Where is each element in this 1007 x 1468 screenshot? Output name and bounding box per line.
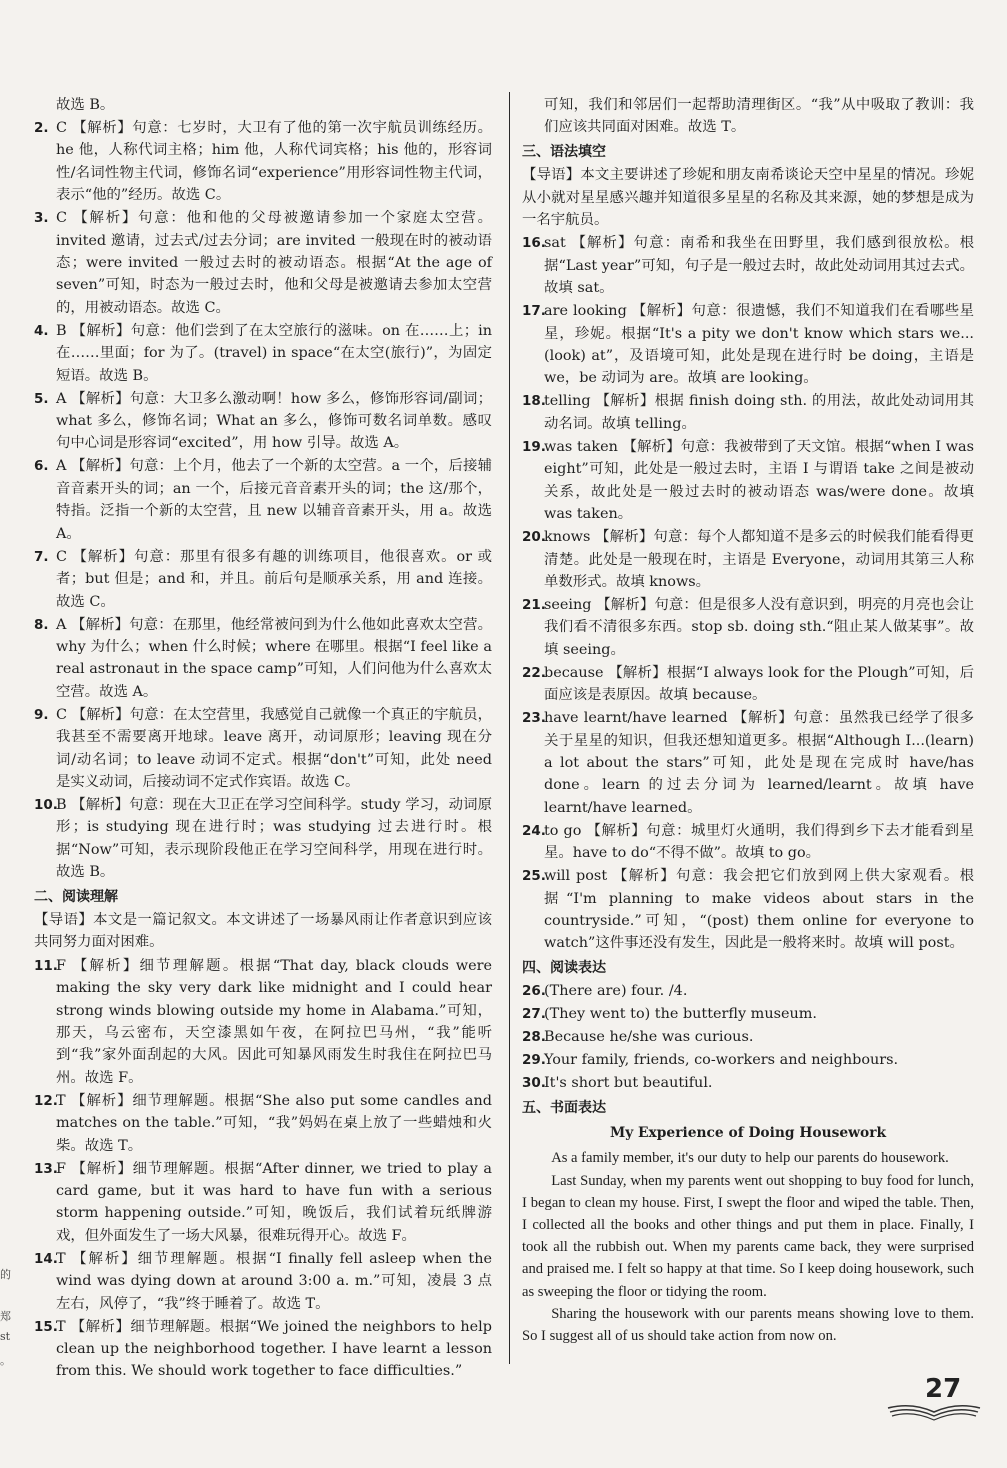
section-heading: 四、阅读表达 <box>522 959 606 976</box>
item-text: was taken 【解析】句意：我被带到了天文馆。根据“when I was eight”可知，此处是一般过去时，主语 I 与谓语 take 之间是被动关系，故此处是一般过去时的被动语态 was/were done。故填 was taken。 <box>544 438 974 523</box>
item-number: 22. <box>522 664 546 681</box>
answer-item <box>34 1248 492 1315</box>
answer-item <box>522 820 974 865</box>
item-number: 11. <box>34 957 58 974</box>
item-number: 8. <box>34 616 49 633</box>
item-text: will post 【解析】句意：我会把它们放到网上供大家观看。根据“I'm planning to make videos about stars in the countryside.”可知，“(post) them online for everyone to watch”这件事还没有发生，因此是一般将来时。故填 will post。 <box>544 868 974 952</box>
page-number: 27 <box>925 1374 962 1404</box>
essay-body <box>522 1147 974 1347</box>
section-heading: 二、阅读理解 <box>34 888 118 905</box>
answer-item <box>522 390 974 435</box>
item-text: to go 【解析】句意：城里灯火通明，我们得到乡下去才能看到星星。have to do“不得不做”。故填 to go。 <box>544 822 974 862</box>
item-number: 21. <box>522 596 546 613</box>
item-text: knows 【解析】句意：每个人都知道不是多云的时候我们能看得更清楚。此处是一般现在时，主语是 Everyone，动词用其第三人称单数形式。故填 knows。 <box>544 529 974 590</box>
answer-item <box>34 955 492 1089</box>
item-number: 30. <box>522 1075 546 1092</box>
item-number: 19. <box>522 438 546 455</box>
open-book-icon <box>886 1400 982 1422</box>
item-number: 18. <box>522 393 546 410</box>
item-text: A 【解析】句意：大卫多么激动啊！how 多么，修饰形容词/副词；what 多么，修饰名词；What an 多么，修饰可数名词单数。感叹句中心词是形容词“excited”，用 how 引导。故选 A。 <box>56 390 492 452</box>
item-number: 17. <box>522 303 546 320</box>
essay-paragraph: Sharing the housework with our parents means showing love to them. So I suggest all of us should take action from now on. <box>522 1305 974 1345</box>
item-number: 9. <box>34 706 49 723</box>
answer-item <box>34 794 492 884</box>
item-text: B 【解析】句意：现在大卫正在学习空间科学。study 学习，动词原形；is studying 现在进行时；was studying 过去进行时。根据“Now”可知，表示现阶段他正在学习空间科学，用现在进行时。故选 B。 <box>56 796 492 881</box>
item-number: 5. <box>34 390 49 407</box>
answer-item <box>522 1072 974 1094</box>
section-heading: 三、语法填空 <box>522 143 606 160</box>
answer-item <box>34 207 492 319</box>
item-number: 26. <box>522 983 546 1000</box>
edge-fragment: 的 <box>0 1268 11 1281</box>
edge-fragment: 郑 <box>0 1310 11 1323</box>
item-text: Because he/she was curious. <box>544 1029 754 1046</box>
answer-item <box>522 594 974 661</box>
continued-text: 可知，我们和邻居们一起帮助清理街区。“我”从中吸取了教训：我们应该共同面对困难。故选 T。 <box>544 97 974 136</box>
answer-item <box>522 1026 974 1048</box>
item-text: F 【解析】细节理解题。根据“After dinner, we tried to play a card game, but it was hard to have fun with a serious storm happening outside.”可知，晚饭后，我们试着玩纸牌游戏，但外面发生了一场大风暴，很难玩得开心。故选 F。 <box>56 1160 492 1244</box>
item-text: A 【解析】句意：在那里，他经常被问到为什么他如此喜欢太空营。why 为什么；when 什么时候；where 在哪里。根据“I feel like a real astronaut in the space camp”可知，人们问他为什么喜欢太空营。故选 A。 <box>56 616 492 700</box>
left-column <box>34 94 492 1383</box>
answer-item <box>522 662 974 707</box>
item-number: 3. <box>34 210 49 227</box>
answer-item <box>34 1316 492 1383</box>
answer-item <box>522 1049 974 1071</box>
item-number: 28. <box>522 1029 546 1046</box>
item-text: C 【解析】句意：在太空营里，我感觉自己就像一个真正的宇航员，我甚至不需要离开地球。leave 离开，动词原形；leaving 现在分词/动名词；to leave 动词不定式。根据“don't”可知，此处 need 是实义动词，后接动词不定式作宾语。故选 C。 <box>56 706 492 790</box>
answer-item <box>522 1003 974 1025</box>
answer-item <box>34 704 492 794</box>
item-number: 29. <box>522 1052 546 1069</box>
answer-item <box>522 232 974 299</box>
item-text: are looking 【解析】句意：很遗憾，我们不知道我们在看哪些星星，珍妮。根据“It's a pity we don't know which stars we...(look) at”，及语境可知，此处是现在进行时 be doing，主语是 we，be 动词为 are。故填 are looking。 <box>544 303 974 387</box>
answer-item <box>522 436 974 526</box>
item-text: T 【解析】细节理解题。根据“She also put some candles and matches on the table.”可知，“我”妈妈在桌上放了一些蜡烛和火柴。故选 T。 <box>56 1092 492 1154</box>
item-text: because 【解析】根据“I always look for the Plough”可知，后面应该是表原因。故填 because。 <box>544 664 974 704</box>
answer-item <box>522 980 974 1002</box>
item-text: Your family, friends, co-workers and neighbours. <box>544 1052 899 1069</box>
item-number: 15. <box>34 1318 58 1335</box>
item-number: 23. <box>522 710 546 727</box>
right-answers <box>522 94 974 1119</box>
essay-title: My Experience of Doing Housework <box>609 1125 887 1141</box>
item-number: 2. <box>34 120 49 136</box>
item-text: T 【解析】细节理解题。根据“We joined the neighbors to help clean up the neighborhood together. I have learnt a lesson from this. We should work together to face difficulties.” <box>56 1318 492 1380</box>
item-text: telling 【解析】根据 finish doing sth. 的用法，故此处动词用其动名词。故填 telling。 <box>544 393 974 432</box>
item-text: (They went to) the butterfly museum. <box>544 1006 817 1023</box>
item-text: (There are) four. /4. <box>544 983 688 1000</box>
item-text: C 【解析】句意：那里有很多有趣的训练项目，他很喜欢。or 或者；but 但是；and 和，并且。前后句是顺承关系，用 and 连接。故选 C。 <box>56 548 492 610</box>
item-number: 7. <box>34 548 49 565</box>
answer-item <box>34 546 492 613</box>
item-number: 20. <box>522 529 546 546</box>
answer-item <box>34 455 492 545</box>
answer-item <box>34 1158 492 1248</box>
right-column <box>522 94 974 1347</box>
continued-text: 故选 B。 <box>56 97 115 113</box>
item-number: 4. <box>34 322 49 339</box>
item-text: A 【解析】句意：上个月，他去了一个新的太空营。a 一个，后接辅音音素开头的词；an 一个，后接元音音素开头的词；the 这/那个，特指。泛指一个新的太空营，且 new 以辅音音素开头，用 a。故选 A。 <box>56 458 492 542</box>
item-number: 10. <box>34 796 58 813</box>
item-text: C 【解析】句意：他和他的父母被邀请参加一个家庭太空营。invited 邀请，过去式/过去分词；are invited 一般现在时的被动语态；were invited 一般过去时的被动语态。根据“At the age of seven”可知，时态为一般过去时，他和父母是被邀请去参加太空营的，用被动语态。故选 C。 <box>56 210 492 316</box>
item-text: B 【解析】句意：他们尝到了在太空旅行的滋味。on 在……上；in 在……里面；for 为了。(travel) in space“在太空(旅行)”，为固定短语。故选 B。 <box>56 322 492 384</box>
answer-item <box>34 117 492 207</box>
answer-item <box>522 707 974 819</box>
edge-fragment: st <box>0 1330 11 1343</box>
item-text: seeing 【解析】句意：但是很多人没有意识到，明亮的月亮也会让我们看不清很多东西。stop sb. doing sth.“阻止某人做某事”。故填 seeing。 <box>544 596 974 658</box>
answer-item <box>522 865 974 955</box>
item-text: F 【解析】细节理解题。根据“That day, black clouds were making the sky very dark like midnight and I could hear strong winds blowing outside my home in Alabama.”可知，那天，乌云密布，天空漆黑如午夜，在阿拉巴马州，“我”能听到“我”家外面刮起的大风。因此可知暴风雨发生时我住在阿拉巴马州。故选 F。 <box>56 957 492 1086</box>
item-number: 16. <box>522 235 546 252</box>
item-text: sat 【解析】句意：南希和我坐在田野里，我们感到很放松。根据“Last year”可知，句子是一般过去时，故此处动词用其过去式。故填 sat。 <box>544 235 974 297</box>
answer-item <box>34 320 492 387</box>
essay-paragraph: Last Sunday, when my parents went out shopping to buy food for lunch, I began to clean my house. First, I swept the floor and wiped the table. Then, I collected all the books and other things and put them in place. Finally, I took all the rubbish out. When my parents came back, they were surprised and praised me. I felt so happy at that time. So I keep doing housework, such as sweeping the floor or tidying the room. <box>522 1172 974 1300</box>
item-text: C 【解析】句意：七岁时，大卫有了他的第一次宇航员训练经历。he 他，人称代词主格；him 他，人称代词宾格；his 他的，形容词性/名词性物主代词，修饰名词“experience”用形容词性物主代词，表示“他的”经历。故选 C。 <box>56 120 492 204</box>
answer-item <box>522 526 974 593</box>
item-number: 12. <box>34 1092 58 1109</box>
item-number: 24. <box>522 822 546 839</box>
section-intro: 【导语】本文主要讲述了珍妮和朋友南希谈论天空中星星的情况。珍妮从小就对星星感兴趣并知道很多星星的名称及其来源，她的梦想是成为一名宇航员。 <box>522 167 974 229</box>
section-heading: 五、书面表达 <box>522 1099 606 1116</box>
item-number: 13. <box>34 1160 58 1177</box>
essay-paragraph: As a family member, it's our duty to help our parents do housework. <box>551 1150 949 1167</box>
item-text: T 【解析】细节理解题。根据“I finally fell asleep when the wind was dying down at around 3:00 a. m.”可知，凌晨 3 点左右，风停了，“我”终于睡着了。故选 T。 <box>56 1250 492 1312</box>
item-text: have learnt/have learned 【解析】句意：虽然我已经学了很多关于星星的知识，但我还想知道更多。根据“Although I...(learn) a lot about the stars”可知，此处是现在完成时 have/has done。learn 的过去分词为 learned/learnt。故填 have learnt/have learned。 <box>544 710 974 816</box>
item-number: 14. <box>34 1250 58 1267</box>
section-intro: 【导语】本文是一篇记叙文。本文讲述了一场暴风雨让作者意识到应该共同努力面对困难。 <box>34 911 492 951</box>
item-number: 25. <box>522 868 546 885</box>
edge-fragment: 。 <box>0 1354 11 1367</box>
item-number: 27. <box>522 1006 546 1023</box>
item-number: 6. <box>34 458 49 475</box>
answer-item <box>522 300 974 390</box>
column-divider <box>509 92 510 1364</box>
item-text: It's short but beautiful. <box>544 1075 713 1092</box>
answer-item <box>34 1090 492 1157</box>
answer-item <box>34 614 492 704</box>
answer-item <box>34 388 492 455</box>
